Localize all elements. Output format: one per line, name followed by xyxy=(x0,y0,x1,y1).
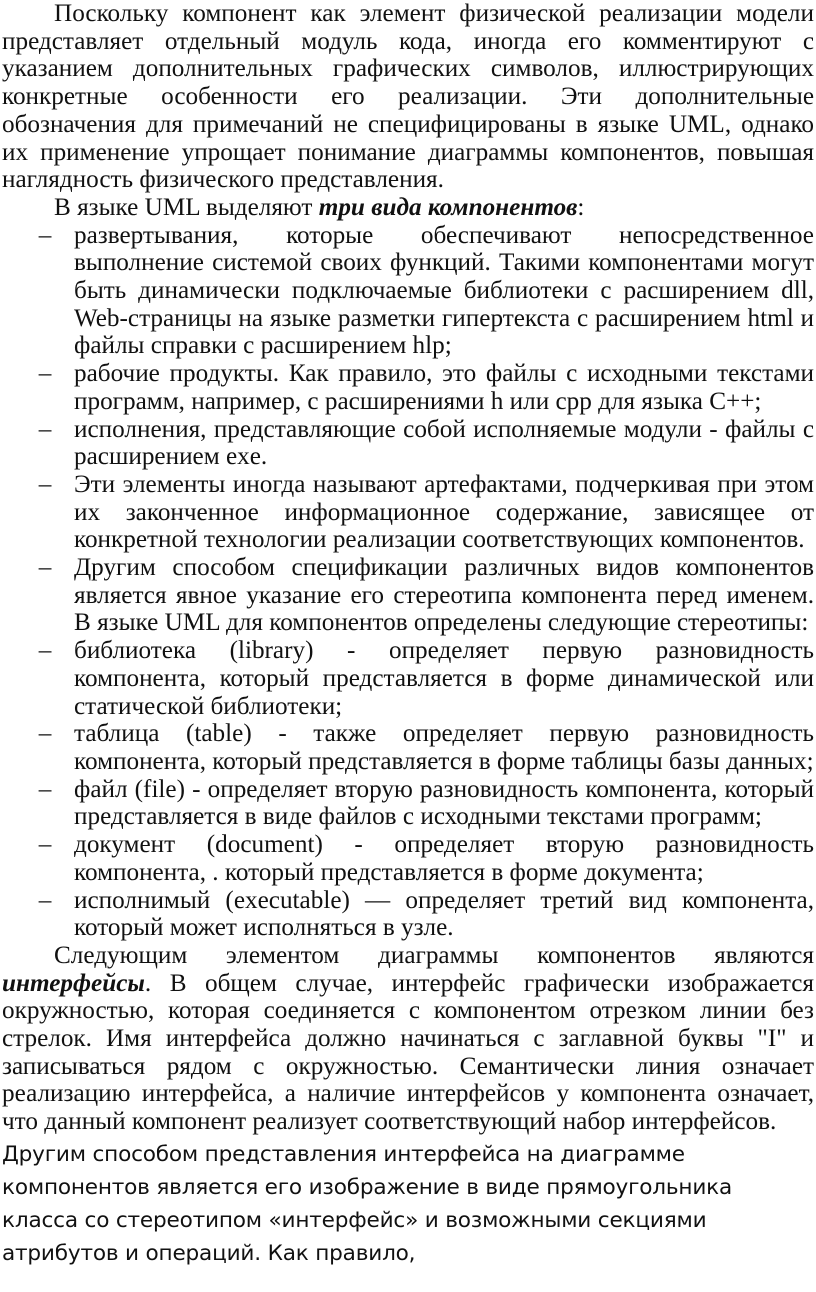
paragraph-component-notation: Поскольку компонент как элемент физической реализации модели представляет отдельный модуль кода, иногда его комментируют с указанием дополнительных графических символов, иллюстрирующих конкретные особенности его реализации. Эти дополнительные обозначения для примечаний не специфицированы в языке UML, однако их применение упрощает понимание диаграммы компонентов, повышая наглядность физического представления. xyxy=(2,0,814,194)
emphasis-interfaces: интерфейсы xyxy=(2,969,145,997)
list-item-text: документ (document) - определяет вторую разновидность компонента, . который представляется в форме документа; xyxy=(74,831,814,886)
dash-marker: – xyxy=(38,554,52,582)
list-item xyxy=(2,637,814,720)
dash-marker: – xyxy=(38,831,52,859)
list-item-text: файл (file) - определяет вторую разновидность компонента, который представляется в виде файлов с исходными текстами программ; xyxy=(74,775,814,831)
list-item xyxy=(2,360,814,415)
intro-colon: : xyxy=(577,193,585,221)
list-item xyxy=(2,471,814,554)
list-item-text: рабочие продукты. Как правило, это файлы с исходными текстами программ, например, с расширениями h или cpp для языка C++; xyxy=(74,360,814,415)
dash-marker: – xyxy=(38,886,52,914)
list-item xyxy=(2,887,814,942)
emphasis-three-kinds: три вида компонентов xyxy=(318,193,578,221)
dash-marker: – xyxy=(38,720,52,748)
list-item-text: библиотека (library) - определяет первую разновидность компонента, который представляется в форме динамической или статической библиотеки; xyxy=(74,637,814,720)
paragraph-component-kinds-intro xyxy=(2,194,814,222)
list-item-text: таблица (table) - также определяет первую разновидность компонента, который представляется в форме таблицы базы данных; xyxy=(74,720,814,775)
dash-marker: – xyxy=(38,415,52,443)
list-item-text: развертывания, которые обеспечивают непосредственное выполнение системой своих функций. Такими компонентами могут быть динамически подключаемые библиотеки с расширением dll, Web-страницы на языке разметки гипертекста с расширением html и файлы справки с расширением hlp; xyxy=(74,221,814,360)
dash-marker: – xyxy=(38,637,52,665)
dash-marker: – xyxy=(38,775,52,803)
list-item xyxy=(2,720,814,775)
list-item xyxy=(2,416,814,471)
paragraph-interface-class-notation: Другим способом представления интерфейса на диаграмме компонентов является его изображение в виде прямоугольника класса со стереотипом «интерфейс» и возможными секциями атрибутов и операций. Как правило, xyxy=(2,1141,733,1266)
list-item-text: Другим способом спецификации различных видов компонентов является явное указание его стереотипа компонента перед именем. В языке UML для компонентов определены следующие стереотипы: xyxy=(74,554,814,637)
list-item-text: исполнения, представляющие собой исполняемые модули - файлы с расширением exe. xyxy=(74,415,814,471)
intro-text: В языке UML выделяют xyxy=(54,193,319,221)
interfaces-intro-text: Следующим элементом диаграммы компонентов являются xyxy=(54,941,814,969)
list-item-text: исполнимый (executable) — определяет третий вид компонента, который может исполняться в узле. xyxy=(74,886,814,942)
component-kinds-list xyxy=(2,222,814,942)
list-item xyxy=(2,554,814,637)
list-item xyxy=(2,222,814,361)
dash-marker: – xyxy=(38,470,52,498)
dash-marker: – xyxy=(38,221,52,249)
list-item xyxy=(2,831,814,886)
paragraph-interfaces xyxy=(2,942,814,1136)
dash-marker: – xyxy=(38,360,52,388)
list-item xyxy=(2,776,814,831)
interfaces-body-text: . В общем случае, интерфейс графически изображается окружностью, которая соединяется с компонентом отрезком линии без стрелок. Имя интерфейса должно начинаться с заглавной буквы "I" и записываться рядом с окружностью. Семантически линия означает реализацию интерфейса, а наличие интерфейсов у компонента означает, что данный компонент реализует соответствующий набор интерфейсов. xyxy=(2,969,814,1136)
list-item-text: Эти элементы иногда называют артефактами, подчеркивая при этом их законченное информационное содержание, зависящее от конкретной технологии реализации соответствующих компонентов. xyxy=(74,470,814,554)
